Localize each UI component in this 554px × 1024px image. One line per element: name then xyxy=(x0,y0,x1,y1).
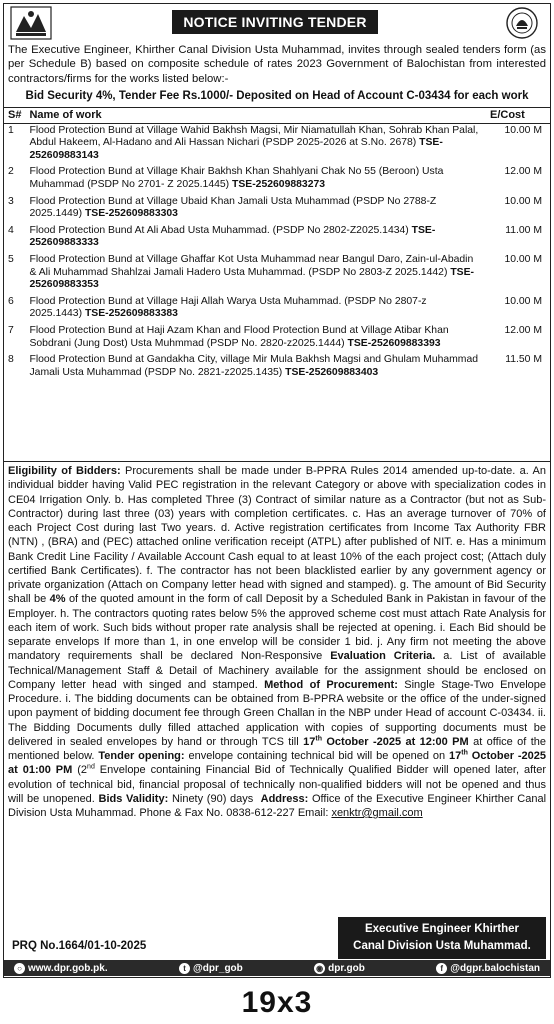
dpr-logo-icon xyxy=(10,6,52,40)
row-cost: 11.00 M xyxy=(505,224,542,236)
tse-number: TSE-252609883393 xyxy=(347,337,441,349)
row-sn: 8 xyxy=(8,354,14,366)
tse-number: TSE-252609883143 xyxy=(29,137,443,161)
signature-line-2: Canal Division Usta Muhammad. xyxy=(353,940,531,952)
row-work-name xyxy=(25,295,486,324)
footer-facebook[interactable] xyxy=(436,963,540,974)
table-row xyxy=(4,195,550,224)
opening-text-2a: (2 xyxy=(77,764,88,777)
balochistan-emblem-icon xyxy=(502,6,542,40)
row-cost: 10.00 M xyxy=(504,124,542,136)
work-description: Flood Protection Bund at Gandakha City, village Mir Mula Bakhsh Magsi and Ghulam Muhammad Jamali Usta Muhammad (PSDP No. 2821-z2025.1435) xyxy=(29,354,479,378)
ad-size-label: 19x3 xyxy=(241,986,313,1019)
tse-number: TSE-252609883333 xyxy=(29,224,436,249)
footer-website[interactable] xyxy=(14,963,108,974)
row-work-name xyxy=(25,123,486,165)
work-description: Flood Protection Bund at Village Khair Bakhsh Khan Shahlyani Chak No 55 (Beroon) Usta Muhammad (PSDP No 2701- Z 2025.1445) xyxy=(29,166,444,190)
eligibility-heading: Eligibility of Bidders: xyxy=(8,465,121,477)
eligibility-text-continued: of the quoted amount in the form of call Deposit by a Scheduled Bank in Pakistan in favour of the Employer. h. The contractors quoting rates below 5% the approved scheme cost must attach Rate Analysis for each item of work. Such bids without proper rate analysis shall be rejected at opening. i. Each Bid should be separate envelops If more than 1, in one envelop will be consider 1 bid. j. Any firm not meeting the above mandatory requirements shall be declared Non-Responsive xyxy=(8,593,546,663)
row-sn: 5 xyxy=(8,253,14,265)
tender-conditions xyxy=(8,464,546,820)
opening-date: October -2025 at 01:00 PM xyxy=(8,750,547,777)
method-text: Single Stage-Two Envelope Procedure. i. The bidding documents can be obtained from B-PPRA website or the office of the under-signed upon payment of bidding document fee through Green Challan in the NBP under Head of account C-03434. ii. The Bidding Documents dully filled attached application with copies of supporting documents must be delivered in sealed envelopes by hand or through TCS till xyxy=(8,678,547,748)
signature-box xyxy=(338,917,546,959)
bid-security-line: Bid Security 4%, Tender Fee Rs.1000/- Deposited on Head of Account C-03434 for each work xyxy=(25,90,529,102)
submission-after: at office of the mentioned below. xyxy=(8,735,547,762)
twitter-handle: @dpr_gob xyxy=(193,962,243,974)
row-cost: 10.00 M xyxy=(504,295,542,307)
table-row xyxy=(4,224,550,253)
work-description: Flood Protection Bund at Village Wahid Bakhsh Magsi, Mir Niamatullah Khan, Sohrab Khan Palal, Abdul Hakeem, Al-Hadano and Ali Hassan Nichari (PSDP 2025-2026 at S.No. 2678) xyxy=(29,124,479,149)
notice-title: NOTICE INVITING TENDER xyxy=(172,10,378,34)
row-cost: 10.00 M xyxy=(504,195,542,207)
intro-paragraph: The Executive Engineer, Khirther Canal Division Usta Muhammad, invites through sealed tenders form (as per Schedule B) based on composite schedule of rates 2023 Government of Balochistan from interested contractors/firms for the works listed below:- xyxy=(8,44,546,85)
facebook-handle: @dgpr.balochistan xyxy=(450,962,540,974)
tse-number: TSE-252609883273 xyxy=(232,178,326,190)
validity-text: Ninety (90) days xyxy=(171,792,254,805)
row-work-name xyxy=(25,224,486,253)
row-work-name xyxy=(25,353,486,382)
submission-day: 17 xyxy=(303,735,316,748)
row-sn: 2 xyxy=(8,166,14,178)
twitter-icon: t xyxy=(179,963,190,974)
opening-text-2b: Envelope containing Financial Bid of Technically Qualified Bidder will opened later, after evolution of technical bid, financial proposal of technically non-qualified bidders will not be opened and thus will be unopened. xyxy=(8,764,546,805)
row-sn: 6 xyxy=(8,295,14,307)
table-row xyxy=(4,253,550,295)
cost-header: E/Cost xyxy=(486,108,550,124)
works-table xyxy=(4,107,550,382)
method-heading: Method of Procurement: xyxy=(264,678,398,691)
address-text: Office of the Executive Engineer Khirther Canal Division Usta Muhammad. Phone & Fax No. 0838-612-227 Email: xyxy=(8,792,547,819)
validity-heading: Bids Validity: xyxy=(98,792,169,805)
sn-header: S# xyxy=(4,108,25,124)
row-cost: 12.00 M xyxy=(504,324,542,336)
row-sn: 1 xyxy=(8,124,14,136)
tse-number: TSE-252609883383 xyxy=(84,308,178,320)
work-description: Flood Protection Bund at Village Ubaid Khan Jamali Usta Muhammad (PSDP No 2788-Z 2025.1449) xyxy=(29,195,437,220)
facebook-icon: f xyxy=(436,963,447,974)
row-cost: 12.00 M xyxy=(504,166,542,178)
submission-day-suffix: th xyxy=(315,735,322,743)
signature-line-1: Executive Engineer Khirther xyxy=(364,923,520,935)
evaluation-heading: Evaluation Criteria. xyxy=(330,650,436,663)
prq-number: PRQ No.1664/01-10-2025 xyxy=(12,940,147,952)
row-sn: 3 xyxy=(8,195,14,207)
globe-icon: ○ xyxy=(14,963,25,974)
eligibility-text: Procurements shall be made under B-PPRA Rules 2014 amended up-to-date. a. An individual bidder having Valid PEC registration in the relevant Category or above with specialization codes in CE04 Irrigation Only. b. Has completed Three (3) Contract of similar nature as a Contractor (but not as Sub- Contractor) during last three (03) years with completion certificates. c. Has an average turnover of 70% of each Project Cost during last Two years. d. Active registration certificates from Income Tax Authority FBR (NTN) , (BRA) and (PEC) attached online verification receipt (ATPL) after published of NIT. e. Has a minimum Bank Credit Line Facility / Available Account Cash equal to at least 10% of the each project cost; (Attach duly certified Bank Certificates). f. The contractor has not been blacklisted earlier by any government agency or private organization (Attach on Company letter head with signed and stamped). g. The amount of Bid Security shall be xyxy=(8,465,546,606)
table-row xyxy=(4,165,550,194)
name-of-work-header: Name of work xyxy=(25,108,486,124)
work-description: Flood Protection Bund at Haji Azam Khan and Flood Protection Bund at Village Atibar Khan Sobdrani (Jung Dost) Usta Muhmmad (PSDP No. 2820-z2025.1444) xyxy=(29,324,449,349)
instagram-icon: ◉ xyxy=(314,963,325,974)
bid-security-percent: 4% xyxy=(49,593,66,606)
row-work-name xyxy=(25,253,486,295)
submission-deadline: October -2025 at 12:00 PM xyxy=(326,735,469,748)
table-row xyxy=(4,353,550,382)
opening-text: envelope containing technical bid will be opened on xyxy=(188,750,446,762)
work-description: Flood Protection Bund at Village Haji Allah Warya Usta Muhammad. (PSDP No 2807-z 2025.1443) xyxy=(29,295,427,320)
footer-twitter[interactable] xyxy=(179,963,243,974)
work-description: Flood Protection Bund at Village Ghaffar Kot Usta Muhammad near Bangul Daro, Zain-ul-Abadin & Ali Muhammad Shahlzai Jamali Hadero Usta Muhammad. (PSDP No 2803-Z 2025.1442) xyxy=(29,253,474,278)
row-cost: 11.50 M xyxy=(505,354,542,366)
notice-header xyxy=(4,4,550,42)
footer-bar xyxy=(4,960,550,976)
work-description: Flood Protection Bund At Ali Abad Usta Muhammad. (PSDP No 2802-Z2025.1434) xyxy=(29,224,409,236)
row-cost: 10.00 M xyxy=(504,253,542,265)
evaluation-text: a. List of available Technical/Management Staff & Detail of Machinery available for the assignment should be enclosed on Company letter head with singed and stamped. xyxy=(8,650,547,691)
section-divider xyxy=(4,461,550,462)
row-sn: 4 xyxy=(8,224,14,236)
table-row xyxy=(4,295,550,324)
tse-number: TSE-252609883403 xyxy=(285,366,379,378)
table-row xyxy=(4,123,550,165)
opening-day-suffix: th xyxy=(461,749,468,757)
tse-number: TSE-252609883303 xyxy=(84,208,178,220)
opening-day: 17 xyxy=(449,750,462,762)
table-row xyxy=(4,324,550,353)
row-work-name xyxy=(25,324,486,353)
email-link[interactable]: xenktr@gmail.com xyxy=(331,807,423,819)
address-heading: Address: xyxy=(260,792,309,805)
row-work-name xyxy=(25,195,486,224)
website-text: www.dpr.gob.pk. xyxy=(28,962,108,974)
table-header-row xyxy=(4,108,550,124)
footer-instagram[interactable] xyxy=(314,963,365,974)
instagram-handle: dpr.gob xyxy=(328,962,365,974)
row-work-name xyxy=(25,165,486,194)
opening-suffix-2: nd xyxy=(87,763,95,771)
opening-heading: Tender opening: xyxy=(98,750,185,762)
row-sn: 7 xyxy=(8,324,14,336)
tse-number: TSE-252609883353 xyxy=(29,266,474,291)
